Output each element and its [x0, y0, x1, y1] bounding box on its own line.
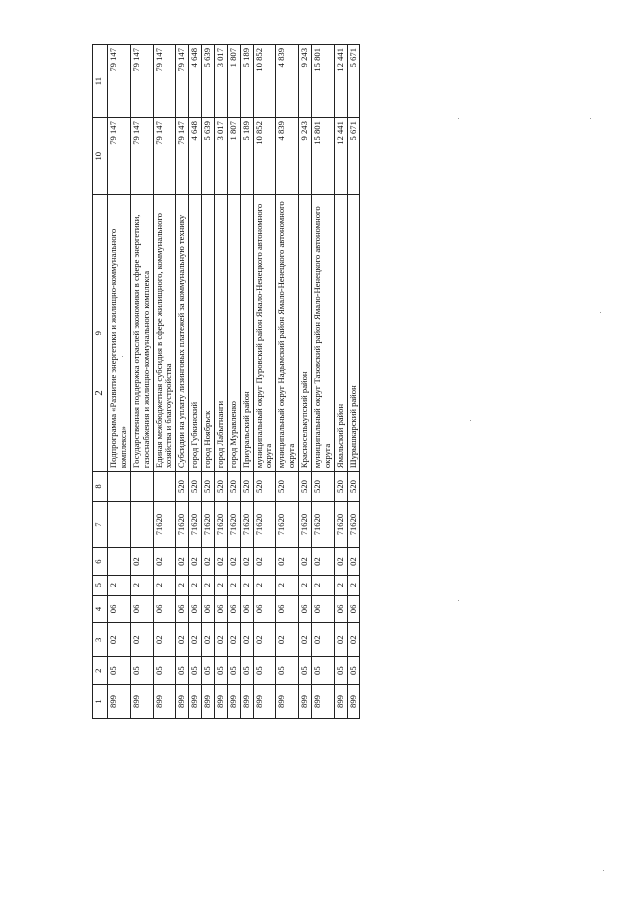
table-cell-col-10: 5 671	[347, 118, 360, 195]
rotated-table-area	[92, 44, 434, 719]
table-cell-col-4: 06	[189, 595, 202, 623]
table-cell-col-7: 71620	[214, 501, 227, 547]
table-cell-col-7: 71620	[299, 501, 312, 547]
table-cell-col-1: 899	[227, 685, 240, 719]
table-row	[334, 45, 347, 719]
table-cell-col-11: 12 441	[334, 45, 347, 118]
table-row	[130, 45, 153, 719]
table-cell-col-2: 05	[227, 657, 240, 685]
table-cell-col-4: 06	[214, 595, 227, 623]
table-cell-col-10: 5 639	[202, 118, 215, 195]
table-cell-col-5: 2	[189, 575, 202, 595]
table-cell-col-9: муниципальный округ Тазовский район Ямало-Ненецкого автономного округа	[311, 195, 334, 472]
table-cell-col-11: 4 839	[276, 45, 299, 118]
table-row	[189, 45, 202, 719]
table-cell-col-11: 5 639	[202, 45, 215, 118]
table-cell-col-3: 02	[276, 623, 299, 657]
table-cell-col-4: 06	[276, 595, 299, 623]
table-cell-col-8: 520	[347, 472, 360, 502]
budget-table	[92, 44, 360, 719]
table-cell-col-5: 2	[276, 575, 299, 595]
table-cell-col-10: 15 801	[311, 118, 334, 195]
table-cell-col-1: 899	[108, 685, 131, 719]
table-cell-col-9: Субсидии на уплату лизинговых платежей за коммунальную технику	[176, 195, 189, 472]
table-cell-col-2: 05	[253, 657, 276, 685]
table-cell-col-4: 06	[240, 595, 253, 623]
table-cell-col-8: 520	[227, 472, 240, 502]
table-cell-col-6: 02	[176, 548, 189, 576]
table-cell-col-4: 06	[153, 595, 176, 623]
table-cell-col-8	[130, 472, 153, 502]
table-cell-col-3: 02	[311, 623, 334, 657]
table-cell-col-4: 06	[130, 595, 153, 623]
table-cell-col-9: город Ноябрьск	[202, 195, 215, 472]
table-cell-col-4: 06	[299, 595, 312, 623]
table-cell-col-2: 05	[311, 657, 334, 685]
table-cell-col-2: 05	[153, 657, 176, 685]
table-cell-col-1: 899	[299, 685, 312, 719]
table-cell-col-2: 05	[276, 657, 299, 685]
table-cell-col-7: 71620	[347, 501, 360, 547]
table-cell-col-10: 79 147	[108, 118, 131, 195]
col-header-6: 6	[93, 548, 108, 576]
table-cell-col-8: 520	[334, 472, 347, 502]
table-cell-col-6: 02	[334, 548, 347, 576]
table-cell-col-6: 02	[214, 548, 227, 576]
table-cell-col-1: 899	[189, 685, 202, 719]
table-cell-col-7	[108, 501, 131, 547]
table-cell-col-8: 520	[240, 472, 253, 502]
table-cell-col-3: 02	[108, 623, 131, 657]
table-cell-col-7: 71620	[176, 501, 189, 547]
table-cell-col-3: 02	[130, 623, 153, 657]
table-cell-col-6: 02	[347, 548, 360, 576]
table-cell-col-5: 2	[334, 575, 347, 595]
table-cell-col-6: 02	[227, 548, 240, 576]
table-cell-col-8: 520	[253, 472, 276, 502]
table-row	[276, 45, 299, 719]
table-cell-col-5: 2	[347, 575, 360, 595]
table-cell-col-2: 05	[189, 657, 202, 685]
table-cell-col-10: 79 147	[176, 118, 189, 195]
table-cell-col-3: 02	[189, 623, 202, 657]
table-cell-col-10: 4 839	[276, 118, 299, 195]
table-cell-col-6: 02	[240, 548, 253, 576]
table-cell-col-5: 2	[311, 575, 334, 595]
table-cell-col-1: 899	[176, 685, 189, 719]
page-number: 2	[92, 390, 105, 396]
table-cell-col-6: 02	[299, 548, 312, 576]
table-cell-col-8: 520	[299, 472, 312, 502]
table-cell-col-5: 2	[240, 575, 253, 595]
col-header-4: 4	[93, 595, 108, 623]
table-cell-col-8: 520	[202, 472, 215, 502]
table-cell-col-7	[130, 501, 153, 547]
table-header-row	[93, 45, 108, 719]
table-cell-col-2: 05	[202, 657, 215, 685]
table-cell-col-4: 06	[108, 595, 131, 623]
table-row	[176, 45, 189, 719]
table-cell-col-7: 71620	[227, 501, 240, 547]
col-header-11: 11	[93, 45, 108, 118]
table-cell-col-6: 02	[189, 548, 202, 576]
table-cell-col-5: 2	[227, 575, 240, 595]
table-row	[253, 45, 276, 719]
table-cell-col-9: муниципальный округ Надымский район Ямало-Ненецкого автономного округа	[276, 195, 299, 472]
table-cell-col-9: Подпрограмма «Развитие энергетики и жилищно-коммунального комплекса»	[108, 195, 131, 472]
table-cell-col-6: 02	[130, 548, 153, 576]
table-cell-col-10: 79 147	[130, 118, 153, 195]
table-cell-col-2: 05	[108, 657, 131, 685]
table-cell-col-3: 02	[214, 623, 227, 657]
col-header-3: 3	[93, 623, 108, 657]
table-cell-col-11: 10 852	[253, 45, 276, 118]
table-cell-col-2: 05	[347, 657, 360, 685]
table-cell-col-2: 05	[176, 657, 189, 685]
col-header-7: 7	[93, 501, 108, 547]
table-cell-col-10: 79 147	[153, 118, 176, 195]
table-cell-col-2: 05	[214, 657, 227, 685]
table-cell-col-2: 05	[130, 657, 153, 685]
table-cell-col-1: 899	[311, 685, 334, 719]
table-cell-col-9: Приуральский район	[240, 195, 253, 472]
table-row	[227, 45, 240, 719]
table-cell-col-7: 71620	[276, 501, 299, 547]
table-cell-col-10: 12 441	[334, 118, 347, 195]
table-cell-col-1: 899	[334, 685, 347, 719]
table-cell-col-8: 520	[176, 472, 189, 502]
table-cell-col-6: 02	[253, 548, 276, 576]
table-cell-col-10: 3 017	[214, 118, 227, 195]
table-cell-col-11: 79 147	[130, 45, 153, 118]
col-header-1: 1	[93, 685, 108, 719]
table-cell-col-6: 02	[202, 548, 215, 576]
table-cell-col-4: 06	[311, 595, 334, 623]
table-cell-col-5: 2	[253, 575, 276, 595]
table-cell-col-10: 5 189	[240, 118, 253, 195]
table-cell-col-1: 899	[202, 685, 215, 719]
table-cell-col-9: муниципальный округ Пуровский район Ямало-Ненецкого автономного округа	[253, 195, 276, 472]
table-cell-col-3: 02	[227, 623, 240, 657]
table-cell-col-6: 02	[276, 548, 299, 576]
table-cell-col-11: 3 017	[214, 45, 227, 118]
table-row	[299, 45, 312, 719]
table-cell-col-3: 02	[176, 623, 189, 657]
table-cell-col-8	[108, 472, 131, 502]
table-cell-col-1: 899	[347, 685, 360, 719]
table-cell-col-5: 2	[299, 575, 312, 595]
table-cell-col-10: 1 807	[227, 118, 240, 195]
table-row	[347, 45, 360, 719]
table-cell-col-3: 02	[334, 623, 347, 657]
table-cell-col-11: 15 801	[311, 45, 334, 118]
table-cell-col-4: 06	[347, 595, 360, 623]
col-header-2: 2	[93, 657, 108, 685]
col-header-5: 5	[93, 575, 108, 595]
table-cell-col-9: город Муравленко	[227, 195, 240, 472]
table-cell-col-8: 520	[189, 472, 202, 502]
table-row	[240, 45, 253, 719]
table-cell-col-9: Ямальский район	[334, 195, 347, 472]
table-cell-col-10: 9 243	[299, 118, 312, 195]
table-cell-col-4: 06	[253, 595, 276, 623]
table-cell-col-9: Единая межбюджетная субсидия в сфере жилищного, коммунального хозяйства и благоустройства	[153, 195, 176, 472]
table-cell-col-7: 71620	[253, 501, 276, 547]
table-cell-col-7: 71620	[202, 501, 215, 547]
table-cell-col-7: 71620	[240, 501, 253, 547]
table-cell-col-5: 2	[214, 575, 227, 595]
table-cell-col-11: 9 243	[299, 45, 312, 118]
table-cell-col-8: 520	[214, 472, 227, 502]
table-cell-col-7: 71620	[311, 501, 334, 547]
table-cell-col-10: 10 852	[253, 118, 276, 195]
table-cell-col-2: 05	[299, 657, 312, 685]
table-cell-col-3: 02	[153, 623, 176, 657]
table-cell-col-11: 79 147	[153, 45, 176, 118]
table-row	[153, 45, 176, 719]
table-cell-col-6: 02	[311, 548, 334, 576]
table-cell-col-1: 899	[253, 685, 276, 719]
table-cell-col-1: 899	[214, 685, 227, 719]
table-cell-col-11: 4 648	[189, 45, 202, 118]
table-cell-col-3: 02	[202, 623, 215, 657]
table-cell-col-11: 79 147	[108, 45, 131, 118]
table-cell-col-1: 899	[130, 685, 153, 719]
table-cell-col-4: 06	[176, 595, 189, 623]
table-cell-col-8: 520	[311, 472, 334, 502]
table-cell-col-9: город Лабытнанги	[214, 195, 227, 472]
table-cell-col-1: 899	[153, 685, 176, 719]
table-cell-col-9: Шурышкарский район	[347, 195, 360, 472]
col-header-10: 10	[93, 118, 108, 195]
table-row	[214, 45, 227, 719]
table-cell-col-5: 2	[108, 575, 131, 595]
table-cell-col-7: 71620	[334, 501, 347, 547]
table-cell-col-11: 5 671	[347, 45, 360, 118]
table-cell-col-6	[108, 548, 131, 576]
col-header-8: 8	[93, 472, 108, 502]
table-cell-col-11: 1 807	[227, 45, 240, 118]
table-cell-col-5: 2	[202, 575, 215, 595]
table-cell-col-5: 2	[176, 575, 189, 595]
table-cell-col-8: 520	[276, 472, 299, 502]
table-cell-col-1: 899	[276, 685, 299, 719]
table-cell-col-8	[153, 472, 176, 502]
table-cell-col-9: Государственная поддержка отраслей экономики в сфере энергетики, газоснабжения и жилищно-коммунального комплекса	[130, 195, 153, 472]
table-cell-col-11: 79 147	[176, 45, 189, 118]
table-cell-col-7: 71620	[153, 501, 176, 547]
table-cell-col-9: город Губкинский	[189, 195, 202, 472]
table-cell-col-4: 06	[334, 595, 347, 623]
table-cell-col-3: 02	[240, 623, 253, 657]
table-cell-col-3: 02	[347, 623, 360, 657]
table-cell-col-3: 02	[299, 623, 312, 657]
table-cell-col-4: 06	[227, 595, 240, 623]
table-cell-col-6: 02	[153, 548, 176, 576]
table-cell-col-11: 5 189	[240, 45, 253, 118]
table-cell-col-5: 2	[130, 575, 153, 595]
table-cell-col-7: 71620	[189, 501, 202, 547]
table-cell-col-5: 2	[153, 575, 176, 595]
table-cell-col-3: 02	[253, 623, 276, 657]
table-row	[108, 45, 131, 719]
col-header-9: 9	[93, 195, 108, 472]
table-cell-col-2: 05	[334, 657, 347, 685]
table-cell-col-1: 899	[240, 685, 253, 719]
table-cell-col-4: 06	[202, 595, 215, 623]
table-cell-col-10: 4 648	[189, 118, 202, 195]
table-cell-col-2: 05	[240, 657, 253, 685]
table-cell-col-9: Красноселькупский район	[299, 195, 312, 472]
table-row	[202, 45, 215, 719]
table-row	[311, 45, 334, 719]
